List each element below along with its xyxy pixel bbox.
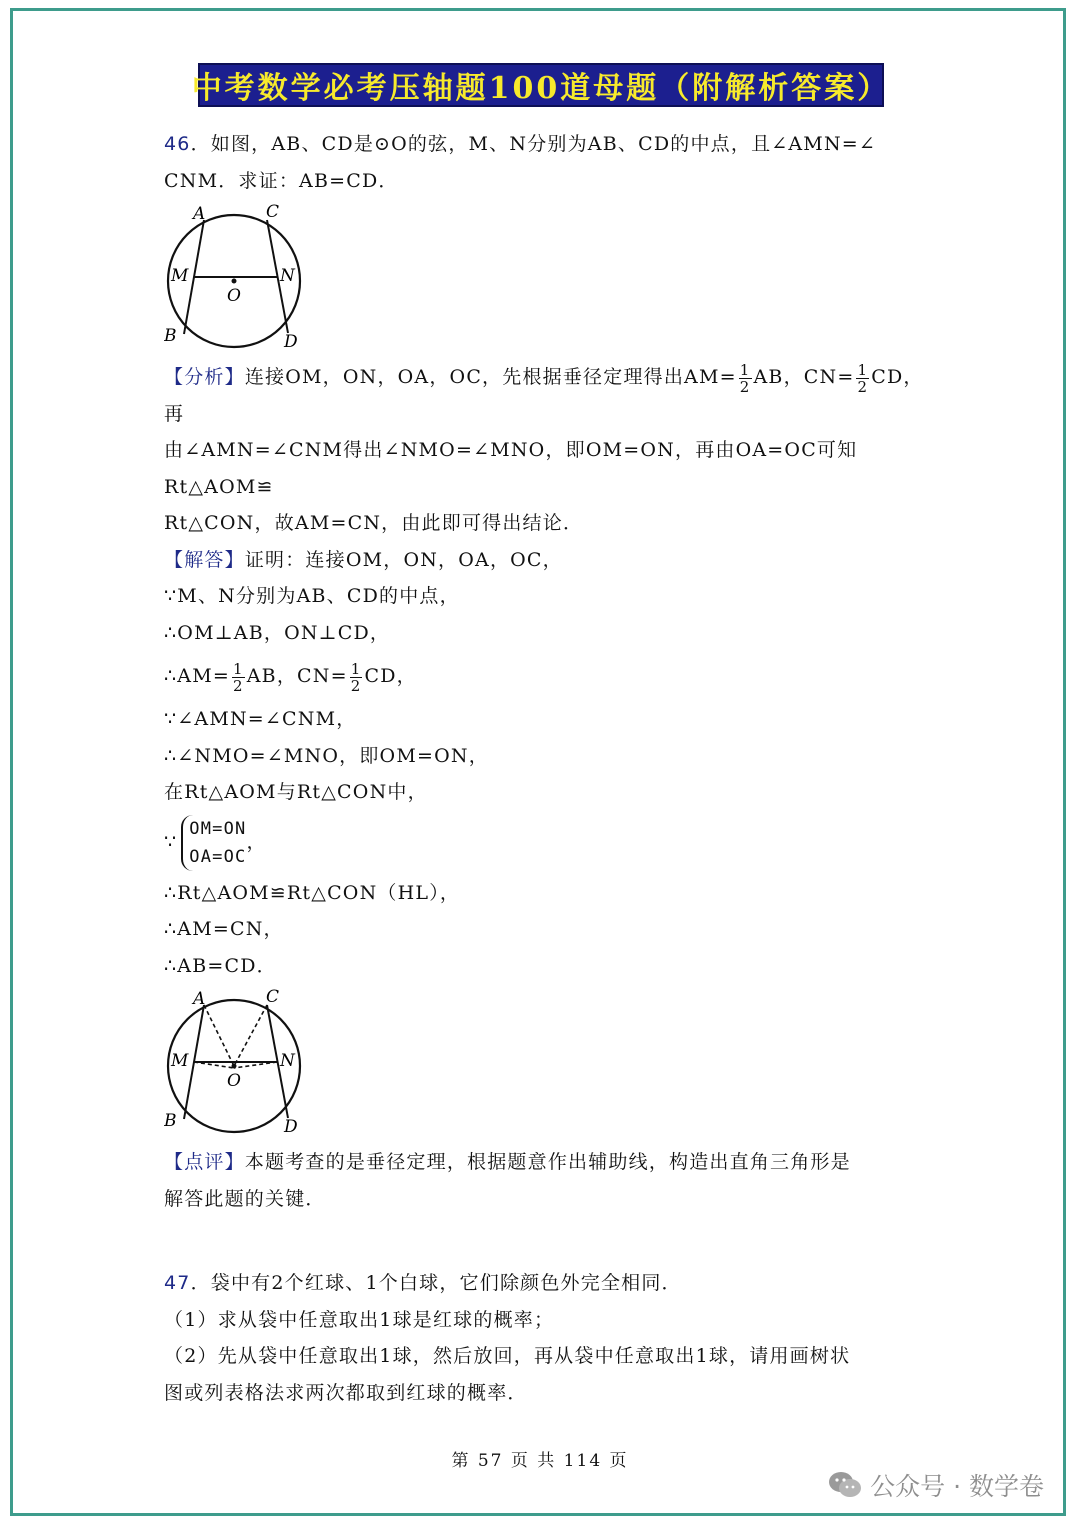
system-eq1: OM=ON	[189, 818, 247, 839]
label-m: M	[171, 1051, 190, 1071]
q46-stem-text1: ．如图，AB、CD是⊙O的弦，M、N分别为AB、CD的中点，且∠AMN=∠	[190, 133, 877, 155]
fraction-half	[739, 362, 752, 395]
solution-line3	[164, 651, 924, 701]
solution-text7-pre: ∵	[164, 830, 178, 853]
label-n: N	[280, 266, 297, 286]
watermark-text: 公众号 · 数学卷	[870, 1472, 1044, 1501]
frac-num: 1	[350, 659, 362, 678]
label-o: O	[227, 286, 243, 306]
analysis-line3: Rt△CON，故AM=CN，由此即可得出结论．	[164, 512, 584, 534]
q46-number: 46	[164, 133, 191, 155]
spacer	[164, 1217, 924, 1265]
solution-line9: ∴AM=CN，	[164, 918, 284, 940]
q47-number: 47	[164, 1272, 191, 1294]
q47-part1: （1）求从袋中任意取出1球是红球的概率；	[164, 1308, 555, 1331]
fraction-half	[232, 661, 245, 694]
label-d: D	[284, 1117, 299, 1137]
q46-figure-1	[164, 203, 314, 353]
wechat-icon	[828, 1471, 862, 1499]
label-m: M	[171, 266, 190, 286]
frac-num: 1	[857, 360, 869, 379]
solution-line5: ∴∠NMO=∠MNO，即OM=ON，	[164, 744, 489, 767]
q46-stem-line1	[164, 126, 924, 163]
analysis-tag: 【分析】	[164, 366, 245, 388]
solution-line1: ∵M、N分别为AB、CD的中点，	[164, 585, 460, 607]
comment-text1: 本题考查的是垂径定理，根据题意作出辅助线，构造出直角三角形是	[244, 1151, 851, 1173]
label-a: A	[193, 989, 207, 1009]
label-n: N	[280, 1051, 297, 1071]
solution-line2: ∴OM⊥AB，ON⊥CD，	[164, 621, 391, 644]
comment-tag: 【点评】	[164, 1151, 245, 1173]
solution-text3c: CD，	[364, 665, 417, 687]
frac-den: 2	[350, 676, 362, 695]
equation-system	[181, 815, 246, 871]
q46-figure-2	[164, 988, 314, 1138]
q47-stem-text: ．袋中有2个红球、1个白球，它们除颜色外完全相同．	[190, 1272, 682, 1294]
fraction-half	[350, 661, 363, 694]
frac-num: 1	[739, 360, 751, 379]
main-content	[164, 126, 924, 1411]
solution-line7	[164, 815, 924, 871]
analysis-line1	[164, 359, 924, 432]
solution-line0	[164, 542, 924, 579]
solution-line8: ∴Rt△AOM≌Rt△CON（HL），	[164, 881, 461, 904]
label-d: D	[284, 332, 299, 352]
comment-line1	[164, 1144, 924, 1181]
solution-line10: ∴AB=CD．	[164, 954, 277, 977]
frac-den: 2	[857, 377, 869, 396]
solution-line6: 在Rt△AOM与Rt△CON中，	[164, 781, 428, 803]
label-a: A	[193, 204, 207, 224]
q47-part2-line1: （2）先从袋中任意取出1球，然后放回，再从袋中任意取出1球，请用画树状	[164, 1345, 851, 1367]
analysis-text1c: CD，再	[164, 366, 924, 425]
label-c: C	[266, 203, 281, 222]
frac-num: 1	[232, 659, 244, 678]
solution-text3a: ∴AM=	[164, 665, 230, 687]
analysis-text1b: AB，CN=	[753, 366, 855, 388]
frac-den: 2	[232, 676, 244, 695]
fraction-half	[856, 362, 869, 395]
solution-tag: 【解答】	[164, 548, 245, 571]
label-o: O	[227, 1071, 243, 1091]
solution-text7-post: ，	[246, 830, 267, 853]
solution-line4: ∵∠AMN=∠CNM，	[164, 708, 357, 730]
label-b: B	[164, 326, 178, 346]
solution-text3b: AB，CN=	[246, 665, 348, 687]
q47-part2-line2: 图或列表格法求两次都取到红球的概率．	[164, 1381, 528, 1404]
label-c: C	[266, 988, 281, 1007]
q47-stem	[164, 1265, 924, 1302]
label-b: B	[164, 1111, 178, 1131]
comment-line2: 解答此题的关键．	[164, 1187, 326, 1210]
system-eq2: OA=OC	[189, 846, 247, 867]
analysis-text1a: 连接OM，ON，OA，OC，先根据垂径定理得出AM=	[244, 366, 737, 388]
q46-stem-line2: CNM．求证：AB=CD．	[164, 169, 399, 192]
solution-text0: 证明：连接OM，ON，OA，OC，	[244, 548, 563, 571]
frac-den: 2	[739, 377, 751, 396]
analysis-line2: 由∠AMN=∠CNM得出∠NMO=∠MNO，即OM=ON，再由OA=OC可知Rt△AOM≌	[164, 439, 858, 498]
page-title: 中考数学必考压轴题100道母题（附解析答案）	[198, 63, 884, 107]
watermark	[828, 1467, 1044, 1503]
page-footer: 第 57 页 共 114 页	[451, 1451, 629, 1471]
